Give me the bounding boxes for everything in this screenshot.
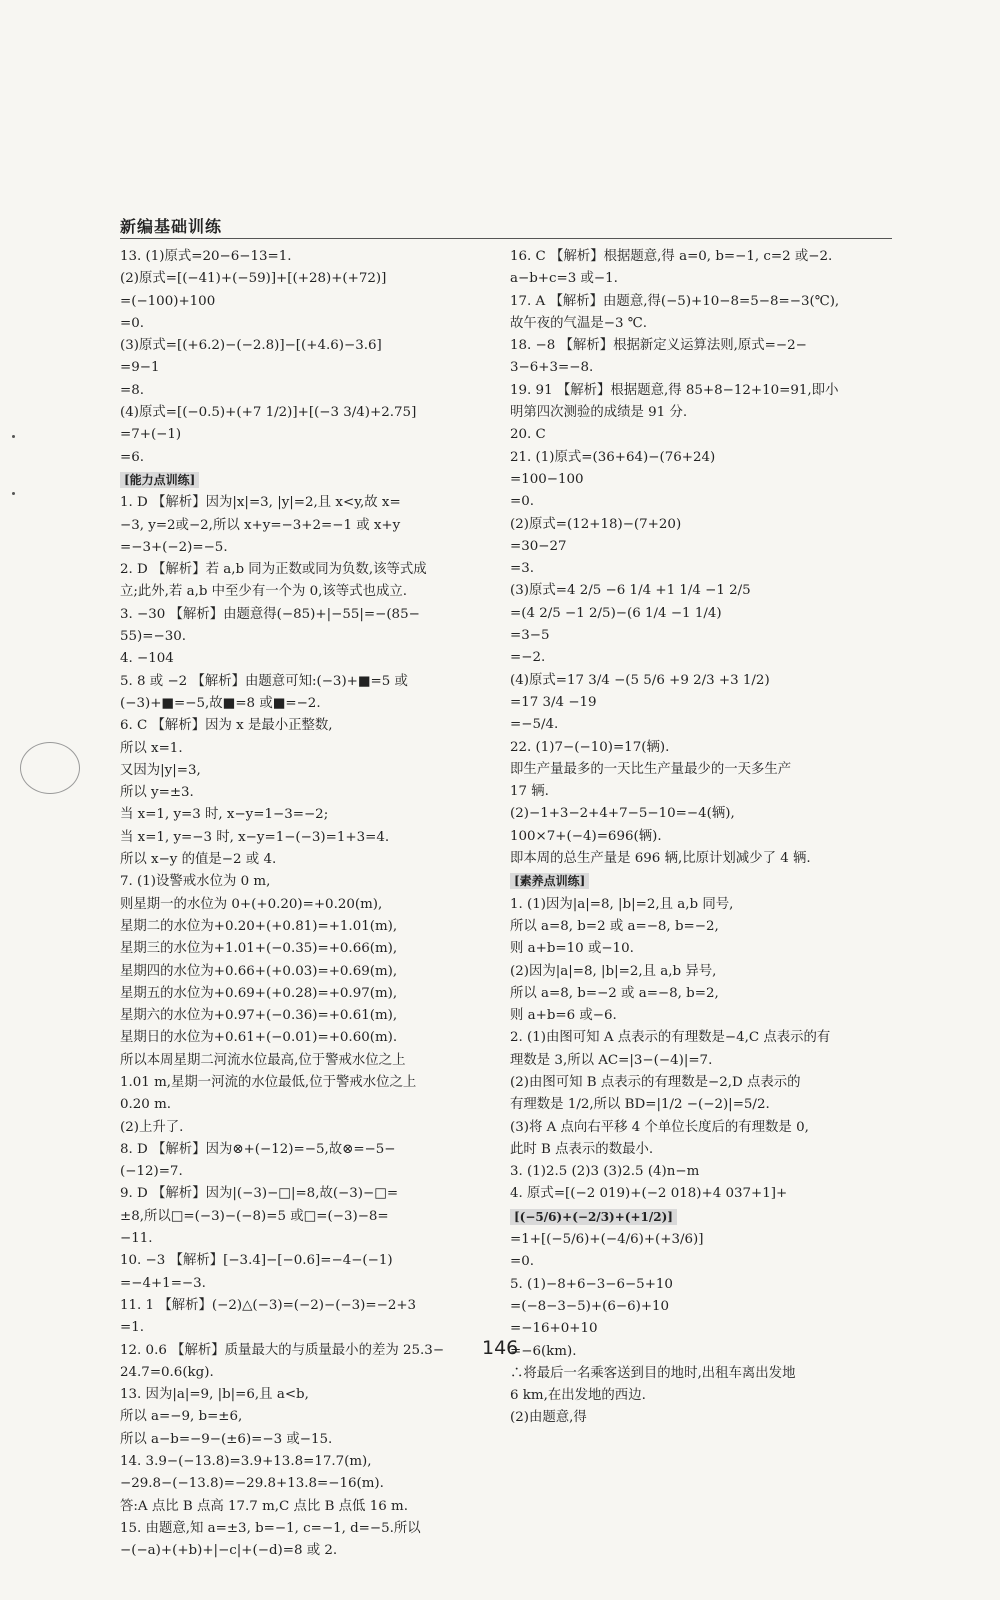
answer-line: 3. (1)2.5 (2)3 (3)2.5 (4)n−m bbox=[510, 1164, 700, 1180]
answer-line: 则星期一的水位为 0+(+0.20)=+0.20(m), bbox=[120, 896, 383, 912]
answer-line: 此时 B 点表示的数最小. bbox=[510, 1141, 654, 1157]
answer-line: 5. 8 或 −2 【解析】由题意可知:(−3)+■=5 或 bbox=[120, 673, 408, 689]
answer-line: =(4 2/5 −1 2/5)−(6 1/4 −1 1/4) bbox=[510, 605, 722, 621]
answer-line: (3)将 A 点向右平移 4 个单位长度后的有理数是 0, bbox=[510, 1119, 809, 1135]
answer-line: 10. −3 【解析】[−3.4]−[−0.6]=−4−(−1) bbox=[120, 1253, 393, 1269]
answer-line: =7+(−1) bbox=[120, 427, 182, 443]
answer-line: 故午夜的气温是−3 ℃. bbox=[510, 315, 647, 331]
answer-line: 55)=−30. bbox=[120, 629, 186, 645]
answer-line: 21. (1)原式=(36+64)−(76+24) bbox=[510, 449, 716, 465]
answer-line: =−16+0+10 bbox=[510, 1321, 598, 1337]
answer-line: 立;此外,若 a,b 中至少有一个为 0,该等式也成立. bbox=[120, 584, 408, 600]
answer-line: 理数是 3,所以 AC=|3−(−4)|=7. bbox=[510, 1052, 713, 1068]
answer-line: 1. (1)因为|a|=8, |b|=2,且 a,b 同号, bbox=[510, 896, 734, 912]
answer-line: 16. C 【解析】根据题意,得 a=0, b=−1, c=2 或−2. bbox=[510, 249, 833, 264]
answer-line: =30−27 bbox=[510, 538, 567, 554]
section-label bbox=[510, 1206, 882, 1229]
section-label-text: [(−5/6)+(−2/3)+(+1/2)] bbox=[510, 1209, 677, 1225]
answer-line: (2)上升了. bbox=[120, 1119, 184, 1135]
answer-line: =9−1 bbox=[120, 360, 160, 376]
answer-line: 5. (1)−8+6−3−6−5+10 bbox=[510, 1276, 673, 1292]
scan-dot bbox=[12, 435, 15, 438]
answer-line: 又因为|y|=3, bbox=[120, 762, 201, 778]
section-label-text: [素养点训练] bbox=[510, 873, 589, 889]
answer-line: (3)原式=[(+6.2)−(−2.8)]−[(+4.6)−3.6] bbox=[120, 338, 382, 354]
answer-line: =−2. bbox=[510, 650, 546, 666]
answer-line: =0. bbox=[510, 1254, 534, 1270]
answer-line: 24.7=0.6(kg). bbox=[120, 1364, 214, 1380]
answer-line: =1+[(−5/6)+(−4/6)+(+3/6)] bbox=[510, 1232, 704, 1248]
answer-line: (−3)+■=−5,故■=8 或■=−2. bbox=[120, 695, 321, 711]
answer-line: =17 3/4 −19 bbox=[510, 694, 597, 710]
answer-line: 9. D 【解析】因为|(−3)−□|=8,故(−3)−□= bbox=[120, 1186, 399, 1202]
answer-line: 20. C bbox=[510, 427, 546, 443]
answer-line: 19. 91 【解析】根据题意,得 85+8−12+10=91,即小 bbox=[510, 382, 839, 398]
answer-line: =0. bbox=[120, 315, 144, 331]
section-label bbox=[120, 469, 492, 492]
answer-line: −11. bbox=[120, 1231, 153, 1247]
answer-line: (4)原式=[(−0.5)+(+7 1/2)]+[(−3 3/4)+2.75] bbox=[120, 405, 417, 421]
answer-line: −3, y=2或−2,所以 x+y=−3+2=−1 或 x+y bbox=[120, 517, 401, 533]
answer-line: 6. C 【解析】因为 x 是最小正整数, bbox=[120, 718, 333, 734]
answer-line: 所以 a−b=−9−(±6)=−3 或−15. bbox=[120, 1431, 333, 1447]
answer-line: (2)−1+3−2+4+7−5−10=−4(辆), bbox=[510, 806, 735, 822]
answer-line: 3−6+3=−8. bbox=[510, 360, 594, 376]
answer-line: 所以 y=±3. bbox=[120, 785, 194, 801]
answer-line: 星期三的水位为+1.01+(−0.35)=+0.66(m), bbox=[120, 941, 398, 957]
answer-line: =100−100 bbox=[510, 471, 584, 487]
answer-line: 22. (1)7−(−10)=17(辆). bbox=[510, 739, 670, 755]
left-answer-column bbox=[120, 246, 492, 1563]
answer-line: −(−a)+(+b)+|−c|+(−d)=8 或 2. bbox=[120, 1543, 338, 1559]
answer-line: =3−5 bbox=[510, 628, 550, 644]
answer-line: =−5/4. bbox=[510, 717, 559, 733]
answer-line: (2)由图可知 B 点表示的有理数是−2,D 点表示的 bbox=[510, 1074, 801, 1090]
answer-line: (2)原式=(12+18)−(7+20) bbox=[510, 516, 682, 532]
answer-line: 100×7+(−4)=696(辆). bbox=[510, 828, 662, 844]
answer-line: (2)原式=[(−41)+(−59)]+[(+28)+(+72)] bbox=[120, 271, 387, 287]
answer-line: 17 辆. bbox=[510, 784, 549, 800]
answer-line: 12. 0.6 【解析】质量最大的与质量最小的差为 25.3− bbox=[120, 1342, 445, 1358]
answer-line: 1. D 【解析】因为|x|=3, |y|=2,且 x<y,故 x= bbox=[120, 495, 401, 511]
answer-line: 6 km,在出发地的西边. bbox=[510, 1388, 646, 1404]
answer-line: (2)由题意,得 bbox=[510, 1410, 587, 1426]
answer-line: 星期五的水位为+0.69+(+0.28)=+0.97(m), bbox=[120, 985, 398, 1001]
answer-line: 所以 x−y 的值是−2 或 4. bbox=[120, 852, 277, 868]
answer-line: 2. D 【解析】若 a,b 同为正数或同为负数,该等式成 bbox=[120, 562, 427, 578]
answer-line: 星期日的水位为+0.61+(−0.01)=+0.60(m). bbox=[120, 1030, 398, 1046]
answer-line: 有理数是 1/2,所以 BD=|1/2 −(−2)|=5/2. bbox=[510, 1097, 770, 1113]
section-label-text: [能力点训练] bbox=[120, 472, 199, 488]
answer-line: 所以 x=1. bbox=[120, 740, 183, 756]
answer-line: 所以 a=−9, b=±6, bbox=[120, 1409, 243, 1425]
answer-line: 13. 因为|a|=9, |b|=6,且 a<b, bbox=[120, 1387, 309, 1403]
answer-line: −29.8−(−13.8)=−29.8+13.8=−16(m). bbox=[120, 1476, 384, 1492]
watermark-logo bbox=[770, 1492, 970, 1582]
answer-line: 所以 a=8, b=2 或 a=−8, b=−2, bbox=[510, 918, 719, 934]
answer-line: =−4+1=−3. bbox=[120, 1275, 206, 1291]
answer-line: =6. bbox=[120, 449, 144, 465]
answer-line: 14. 3.9−(−13.8)=3.9+13.8=17.7(m), bbox=[120, 1454, 372, 1470]
answer-line: 即本周的总生产量是 696 辆,比原计划减少了 4 辆. bbox=[510, 851, 811, 867]
answer-line: 17. A 【解析】由题意,得(−5)+10−8=5−8=−3(℃), bbox=[510, 293, 840, 309]
answer-line: (2)因为|a|=8, |b|=2,且 a,b 异号, bbox=[510, 963, 717, 979]
answer-line: 0.20 m. bbox=[120, 1097, 172, 1113]
answer-line: (3)原式=4 2/5 −6 1/4 +1 1/4 −1 2/5 bbox=[510, 583, 751, 599]
answer-line: =3. bbox=[510, 561, 534, 577]
answer-line: 8. D 【解析】因为⊗+(−12)=−5,故⊗=−5− bbox=[120, 1141, 396, 1157]
answer-line: 18. −8 【解析】根据新定义运算法则,原式=−2− bbox=[510, 338, 807, 354]
page-number: 146 bbox=[482, 1337, 519, 1359]
answer-line: =−3+(−2)=−5. bbox=[120, 539, 228, 555]
answer-line: =1. bbox=[120, 1320, 144, 1336]
answer-line: 当 x=1, y=3 时, x−y=1−3=−2; bbox=[120, 807, 329, 823]
right-answer-column bbox=[510, 246, 882, 1430]
answer-line: 7. (1)设警戒水位为 0 m, bbox=[120, 874, 271, 890]
answer-line: ∴将最后一名乘客送到目的地时,出租车离出发地 bbox=[510, 1365, 796, 1381]
answer-line: 3. −30 【解析】由题意得(−85)+|−55|=−(85− bbox=[120, 606, 420, 622]
book-header-title: 新编基础训练 bbox=[120, 217, 223, 236]
answer-line: 4. −104 bbox=[120, 651, 174, 667]
answer-line: 11. 1 【解析】(−2)△(−3)=(−2)−(−3)=−2+3 bbox=[120, 1297, 417, 1313]
answer-line: 所以 a=8, b=−2 或 a=−8, b=2, bbox=[510, 985, 719, 1001]
answer-line: =0. bbox=[510, 494, 534, 510]
answer-line: 1.01 m,星期一河流的水位最低,位于警戒水位之上 bbox=[120, 1074, 417, 1090]
answer-line: 15. 由题意,知 a=±3, b=−1, c=−1, d=−5.所以 bbox=[120, 1520, 421, 1536]
answer-line: 2. (1)由图可知 A 点表示的有理数是−4,C 点表示的有 bbox=[510, 1030, 831, 1046]
answer-line: 则 a+b=10 或−10. bbox=[510, 941, 634, 957]
answer-line: =(−8−3−5)+(6−6)+10 bbox=[510, 1298, 670, 1314]
answer-line: =(−100)+100 bbox=[120, 293, 216, 309]
answer-line: 星期二的水位为+0.20+(+0.81)=+1.01(m), bbox=[120, 918, 398, 934]
scan-dot bbox=[12, 492, 15, 495]
answer-line: ±8,所以□=(−3)−(−8)=5 或□=(−3)−8= bbox=[120, 1208, 389, 1224]
section-label bbox=[510, 870, 882, 893]
answer-line: 13. (1)原式=20−6−13=1. bbox=[120, 249, 292, 264]
answer-line: 当 x=1, y=−3 时, x−y=1−(−3)=1+3=4. bbox=[120, 829, 390, 845]
answer-line: =8. bbox=[120, 382, 144, 398]
answer-line: 即生产量最多的一天比生产量最少的一天多生产 bbox=[510, 761, 792, 777]
answer-line: 星期六的水位为+0.97+(−0.36)=+0.61(m), bbox=[120, 1008, 398, 1024]
answer-line: =−6(km). bbox=[510, 1343, 577, 1359]
answer-line: 明第四次测验的成绩是 91 分. bbox=[510, 405, 688, 421]
stamp-mark bbox=[20, 742, 80, 794]
answer-line: (4)原式=17 3/4 −(5 5/6 +9 2/3 +3 1/2) bbox=[510, 672, 770, 688]
answer-line: 则 a+b=6 或−6. bbox=[510, 1008, 617, 1024]
answer-line: 星期四的水位为+0.66+(+0.03)=+0.69(m), bbox=[120, 963, 398, 979]
header-rule bbox=[120, 238, 892, 239]
answer-line: 所以本周星期二河流水位最高,位于警戒水位之上 bbox=[120, 1052, 406, 1068]
answer-line: 答:A 点比 B 点高 17.7 m,C 点比 B 点低 16 m. bbox=[120, 1498, 408, 1514]
answer-line: a−b+c=3 或−1. bbox=[510, 271, 618, 287]
answer-line: 4. 原式=[(−2 019)+(−2 018)+4 037+1]+ bbox=[510, 1186, 788, 1202]
answer-line: (−12)=7. bbox=[120, 1164, 183, 1180]
